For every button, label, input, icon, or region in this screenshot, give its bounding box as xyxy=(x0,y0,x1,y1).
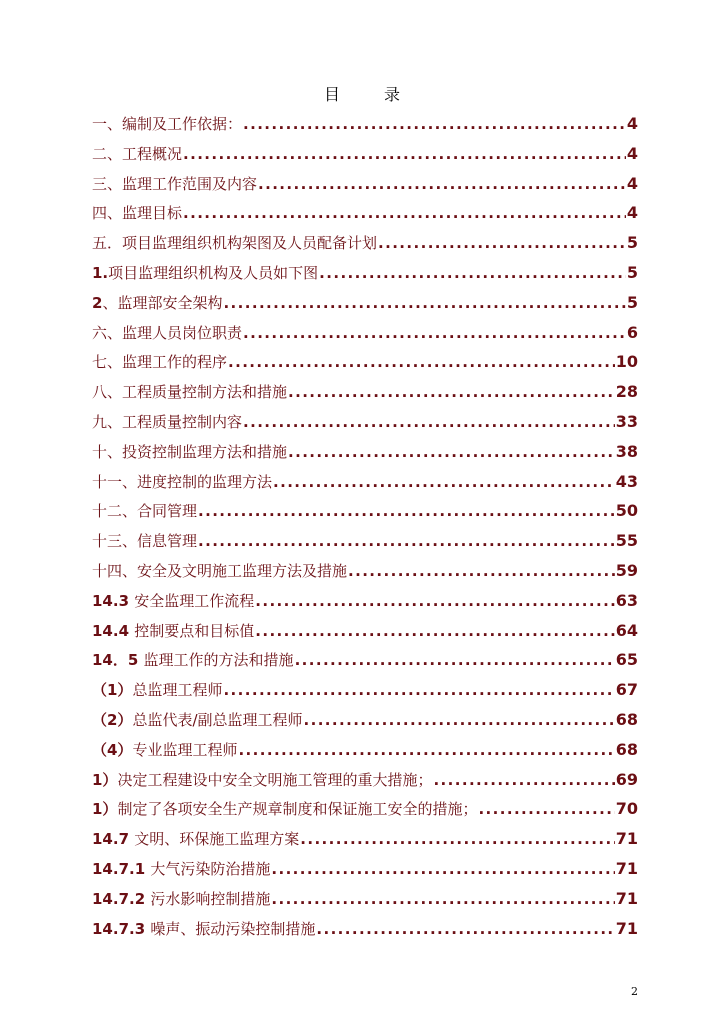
toc-entry-text: 项目监理组织机构及人员如下图 xyxy=(108,263,319,282)
toc-entry-number: 1. xyxy=(92,263,109,282)
toc-entry[interactable] xyxy=(92,589,638,619)
toc-entry[interactable] xyxy=(92,440,638,470)
toc-page-number: 50 xyxy=(615,501,638,521)
toc-entry-label xyxy=(92,470,272,494)
toc-entry-text: 九、工程质量控制内容 xyxy=(92,412,243,431)
toc-entry-number: 1） xyxy=(92,800,118,819)
toc-dot-leader xyxy=(271,857,614,881)
toc-entry[interactable] xyxy=(92,231,638,261)
toc-dot-leader xyxy=(273,470,615,494)
toc-entry-text: 文明、环保施工监理方案 xyxy=(134,830,300,849)
toc-entry-text: 六、监理人员岗位职责 xyxy=(92,323,243,342)
toc-entry[interactable] xyxy=(92,470,638,500)
toc-entry-text: 一、编制及工作依据： xyxy=(92,115,243,133)
toc-dot-leader xyxy=(198,499,615,523)
toc-entry-text: 十一、进度控制的监理方法 xyxy=(92,472,273,491)
toc-entry-label xyxy=(92,380,287,404)
toc-dot-leader xyxy=(258,172,626,196)
toc-entry[interactable] xyxy=(92,857,638,887)
toc-dot-leader xyxy=(271,887,614,911)
toc-dot-leader xyxy=(319,261,626,285)
toc-entry-number: （2） xyxy=(92,710,133,729)
toc-entry-label xyxy=(92,350,227,374)
toc-entry-label xyxy=(92,112,242,136)
toc-entry-text: 专业监理工程师 xyxy=(132,740,238,759)
toc-entry-text: 七、监理工作的程序 xyxy=(92,353,228,372)
toc-entry-label xyxy=(92,887,270,911)
toc-entry-text: 八、工程质量控制方法和措施 xyxy=(92,383,288,402)
toc-entry-text: 四、监理目标 xyxy=(92,204,183,223)
toc-entry-text: 二、工程概况 xyxy=(92,144,183,163)
toc-entry-label xyxy=(92,499,197,523)
toc-dot-leader xyxy=(288,440,615,464)
toc-entry-label xyxy=(92,619,254,643)
toc-entry[interactable] xyxy=(92,172,638,202)
toc-dot-leader xyxy=(243,410,615,434)
toc-entry-text: 大气污染防治措施 xyxy=(150,859,271,878)
toc-page-number: 4 xyxy=(626,114,638,133)
toc-page-number: 38 xyxy=(615,441,638,461)
toc-page-number: 64 xyxy=(615,620,638,640)
toc-entry-label xyxy=(92,410,242,434)
toc-entry-text: 总监代表/副总监理工程师 xyxy=(132,710,303,729)
toc-entry-number: 14.7.3 xyxy=(92,919,151,938)
toc-entry-label xyxy=(92,321,242,345)
toc-entry-label xyxy=(92,559,347,583)
toc-entry[interactable] xyxy=(92,827,638,857)
toc-dot-leader xyxy=(304,708,615,732)
toc-entry-number: 14.7.2 xyxy=(92,889,151,908)
toc-entry-text: 污水影响控制措施 xyxy=(150,889,271,908)
toc-entry[interactable] xyxy=(92,887,638,917)
toc-entry-text: 控制要点和目标值 xyxy=(134,621,255,640)
toc-page-number: 59 xyxy=(615,560,638,580)
toc-entry[interactable] xyxy=(92,768,638,798)
toc-entry-label xyxy=(92,291,222,315)
toc-dot-leader xyxy=(295,648,615,672)
toc-entry-number: （4） xyxy=(92,740,133,759)
toc-entry-text: 决定工程建设中安全文明施工管理的重大措施； xyxy=(117,770,433,789)
toc-dot-leader xyxy=(255,619,614,643)
toc-dot-leader xyxy=(433,768,614,792)
toc-entry-number: （1） xyxy=(92,681,133,700)
toc-page-number: 55 xyxy=(615,531,638,551)
toc-entry-label xyxy=(92,827,299,851)
toc-entry-label xyxy=(92,589,254,613)
toc-page-number: 5 xyxy=(626,233,638,253)
toc-entry-text: 、监理部安全架构 xyxy=(102,293,223,312)
toc-dot-leader xyxy=(255,589,614,613)
toc-entry[interactable] xyxy=(92,619,638,649)
toc-entry-text: 总监理工程师 xyxy=(132,681,223,700)
toc-page-number: 71 xyxy=(615,829,638,849)
toc-entry[interactable] xyxy=(92,112,638,142)
toc-entry[interactable] xyxy=(92,917,638,947)
toc-entry[interactable] xyxy=(92,678,638,708)
toc-page-number: 69 xyxy=(615,769,638,789)
toc-dot-leader xyxy=(243,321,626,345)
toc-entry-label xyxy=(92,797,477,821)
toc-entry-label xyxy=(92,529,197,553)
toc-entry[interactable] xyxy=(92,708,638,738)
toc-entry-text: 制定了各项安全生产规章制度和保证施工安全的措施； xyxy=(117,800,478,819)
toc-entry[interactable] xyxy=(92,797,638,827)
toc-page-number: 65 xyxy=(615,650,638,670)
toc-entry-label xyxy=(92,768,432,792)
toc-entry-number: 14.7.1 xyxy=(92,859,151,878)
toc-page-number: 70 xyxy=(615,799,638,819)
toc-page-number: 28 xyxy=(615,382,638,402)
toc-page-number: 63 xyxy=(615,590,638,610)
toc-dot-leader xyxy=(183,201,626,225)
toc-page-number: 68 xyxy=(615,739,638,759)
page-number: 2 xyxy=(631,985,638,998)
toc-entry[interactable] xyxy=(92,380,638,410)
toc-page-number: 4 xyxy=(626,173,638,193)
toc-page-number: 5 xyxy=(626,262,638,282)
toc-page-number: 68 xyxy=(615,709,638,729)
toc-dot-leader xyxy=(183,142,626,166)
toc-dot-leader xyxy=(243,112,626,136)
toc-entry[interactable] xyxy=(92,291,638,321)
toc-entry[interactable] xyxy=(92,529,638,559)
toc-dot-leader xyxy=(228,350,615,374)
toc-page-number: 6 xyxy=(626,322,638,342)
toc-page-number: 10 xyxy=(615,352,638,372)
toc-entry-text: 十四、安全及文明施工监理方法及措施 xyxy=(92,561,348,580)
toc-entry-text: 三、监理工作范围及内容 xyxy=(92,174,258,193)
toc-entry-text: 五．项目监理组织机构架图及人员配备计划 xyxy=(92,234,378,253)
toc-dot-leader xyxy=(478,797,614,821)
toc-entry[interactable] xyxy=(92,410,638,440)
toc-entry-text: 监理工作的方法和措施 xyxy=(143,651,294,670)
toc-page-number: 71 xyxy=(615,888,638,908)
toc-dot-leader xyxy=(198,529,615,553)
toc-entry[interactable] xyxy=(92,142,638,172)
toc-dot-leader xyxy=(316,917,614,941)
toc-entry[interactable] xyxy=(92,201,638,231)
toc-entry-label xyxy=(92,857,270,881)
toc-entry[interactable] xyxy=(92,648,638,678)
toc-page-number: 67 xyxy=(615,680,638,700)
toc-entry[interactable] xyxy=(92,321,638,351)
toc-entry-label xyxy=(92,708,303,732)
toc-entry-text: 十、投资控制监理方法和措施 xyxy=(92,442,288,461)
toc-page-number: 43 xyxy=(615,471,638,491)
toc-entry-number: 14.3 xyxy=(92,591,135,610)
toc-entry-label xyxy=(92,201,182,225)
toc-entry[interactable] xyxy=(92,261,638,291)
toc-dot-leader xyxy=(223,291,625,315)
toc-page-number: 71 xyxy=(615,858,638,878)
toc-entry-text: 安全监理工作流程 xyxy=(134,591,255,610)
toc-entry-number: 14.7 xyxy=(92,830,135,849)
toc-entry[interactable] xyxy=(92,738,638,768)
toc-entry-label xyxy=(92,231,377,255)
toc-entry-label xyxy=(92,172,257,196)
toc-entry[interactable] xyxy=(92,350,638,380)
toc-page-number: 4 xyxy=(626,143,638,163)
toc-dot-leader xyxy=(378,231,626,255)
toc-entry-number: 14.4 xyxy=(92,621,135,640)
toc-entry-label xyxy=(92,440,287,464)
toc-dot-leader xyxy=(300,827,614,851)
toc-page-number: 71 xyxy=(615,918,638,938)
toc-title: 目 录 xyxy=(323,85,414,104)
toc-dot-leader xyxy=(288,380,615,404)
toc-entry-number: 1） xyxy=(92,770,118,789)
toc-page-number: 33 xyxy=(615,411,638,431)
toc-entry-text: 十三、信息管理 xyxy=(92,532,198,551)
toc-dot-leader xyxy=(238,738,614,762)
toc-entry-text: 十二、合同管理 xyxy=(92,502,198,521)
toc-dot-leader xyxy=(223,678,614,702)
toc-entry-label xyxy=(92,648,294,672)
toc-entry-number: 2 xyxy=(92,293,103,312)
toc-entry-number: 14．5 xyxy=(92,651,144,670)
toc-dot-leader xyxy=(348,559,615,583)
toc-entry[interactable] xyxy=(92,499,638,529)
toc-list xyxy=(92,112,638,946)
toc-entry-label xyxy=(92,142,182,166)
toc-entry-label xyxy=(92,678,222,702)
toc-entry-text: 噪声、振动污染控制措施 xyxy=(150,919,316,938)
toc-entry-label xyxy=(92,917,315,941)
toc-page-number: 5 xyxy=(626,292,638,312)
toc-page-number: 4 xyxy=(626,203,638,223)
toc-entry[interactable] xyxy=(92,559,638,589)
toc-entry-label xyxy=(92,261,318,285)
toc-entry-label xyxy=(92,738,237,762)
